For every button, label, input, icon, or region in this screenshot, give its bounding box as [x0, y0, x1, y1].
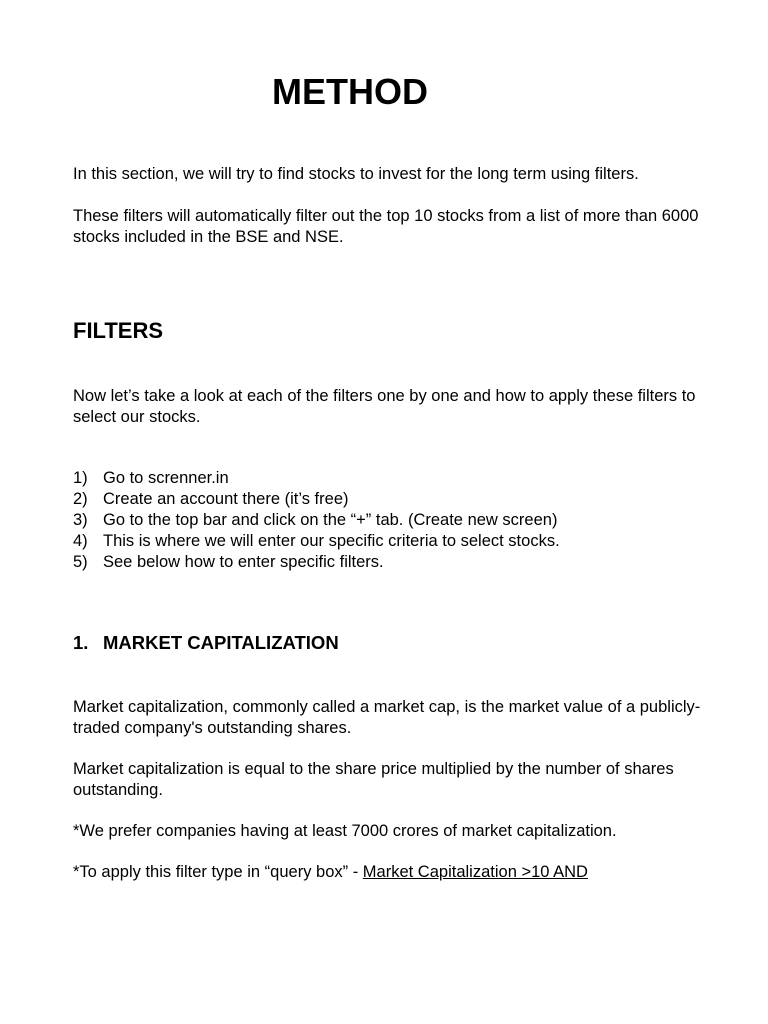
page-title: METHOD — [272, 71, 428, 112]
market-cap-paragraph-3: *We prefer companies having at least 7000 crores of market capitalization. — [73, 822, 617, 840]
intro-paragraph-1: In this section, we will try to find stocks to invest for the long term using filters. — [73, 165, 639, 183]
list-item — [73, 552, 733, 573]
market-cap-paragraph-1: Market capitalization, commonly called a market cap, is the market value of a publicly-traded company's outstanding shares. — [73, 698, 701, 737]
list-item — [73, 531, 733, 552]
step-number: 1) — [73, 469, 88, 487]
query-instruction: *To apply this filter type in “query box” - — [73, 863, 363, 881]
step-text: Go to the top bar and click on the “+” tab. (Create new screen) — [103, 511, 558, 529]
section-number: 1. — [73, 632, 89, 653]
steps-list — [73, 468, 733, 573]
market-cap-paragraph-4 — [73, 862, 713, 883]
step-number: 4) — [73, 532, 88, 550]
intro-paragraph-2: These filters will automatically filter out the top 10 stocks from a list of more than 6000 stocks included in the BSE and NSE. — [73, 207, 699, 246]
step-number: 2) — [73, 490, 88, 508]
list-item — [73, 468, 733, 489]
list-item — [73, 510, 733, 531]
market-cap-paragraph-2: Market capitalization is equal to the share price multiplied by the number of shares outstanding. — [73, 760, 674, 799]
step-number: 5) — [73, 553, 88, 571]
list-item — [73, 489, 733, 510]
step-number: 3) — [73, 511, 88, 529]
market-cap-heading — [73, 631, 339, 655]
section-title: MARKET CAPITALIZATION — [103, 632, 339, 653]
filters-intro-paragraph: Now let’s take a look at each of the filters one by one and how to apply these filters to select our stocks. — [73, 387, 696, 426]
query-text: Market Capitalization >10 AND — [362, 863, 588, 881]
filters-heading: FILTERS — [73, 318, 164, 343]
step-text: Create an account there (it’s free) — [103, 490, 349, 508]
step-text: Go to screnner.in — [103, 469, 229, 487]
step-text: See below how to enter specific filters. — [103, 553, 384, 571]
step-text: This is where we will enter our specific criteria to select stocks. — [103, 532, 560, 550]
